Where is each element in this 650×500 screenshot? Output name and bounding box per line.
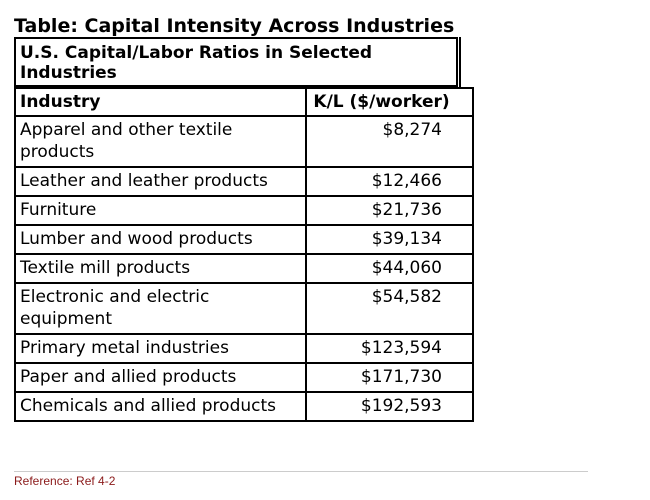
page-title: Table: Capital Intensity Across Industries	[14, 15, 455, 37]
industry-cell: Electronic and electric equipment	[15, 283, 306, 334]
table-row	[15, 116, 473, 167]
industry-cell: Textile mill products	[15, 254, 306, 283]
kl-value-cell: $21,736	[306, 196, 473, 225]
kl-value-cell: $12,466	[306, 167, 473, 196]
reference-note: Reference: Ref 4-2	[14, 474, 116, 488]
table-row	[15, 225, 473, 254]
industry-cell: Leather and leather products	[15, 167, 306, 196]
table-row	[15, 392, 473, 421]
table-caption	[14, 37, 458, 87]
table-row	[15, 196, 473, 225]
kl-value-cell: $192,593	[306, 392, 473, 421]
table-caption-text: U.S. Capital/Labor Ratios in Selected Industries	[20, 43, 373, 83]
kl-value-cell: $54,582	[306, 283, 473, 334]
footer-divider	[14, 471, 588, 472]
industry-cell: Apparel and other textile products	[15, 116, 306, 167]
table-row	[15, 363, 473, 392]
industry-cell: Furniture	[15, 196, 306, 225]
column-header-kl	[306, 88, 473, 116]
industry-cell: Paper and allied products	[15, 363, 306, 392]
table-row	[15, 254, 473, 283]
industry-cell: Lumber and wood products	[15, 225, 306, 254]
column-header-kl-text: K/L ($/worker)	[313, 92, 450, 112]
capital-labor-table	[14, 87, 474, 422]
table-row	[15, 167, 473, 196]
table-row	[15, 334, 473, 363]
kl-value-cell: $44,060	[306, 254, 473, 283]
column-header-industry: Industry	[15, 88, 306, 116]
industry-cell: Primary metal industries	[15, 334, 306, 363]
table-row	[15, 283, 473, 334]
caption-border-rail	[456, 37, 461, 87]
industry-cell: Chemicals and allied products	[15, 392, 306, 421]
kl-value-cell: $123,594	[306, 334, 473, 363]
kl-value-cell: $8,274	[306, 116, 473, 167]
kl-value-cell: $171,730	[306, 363, 473, 392]
table-header-row	[15, 88, 473, 116]
kl-value-cell: $39,134	[306, 225, 473, 254]
